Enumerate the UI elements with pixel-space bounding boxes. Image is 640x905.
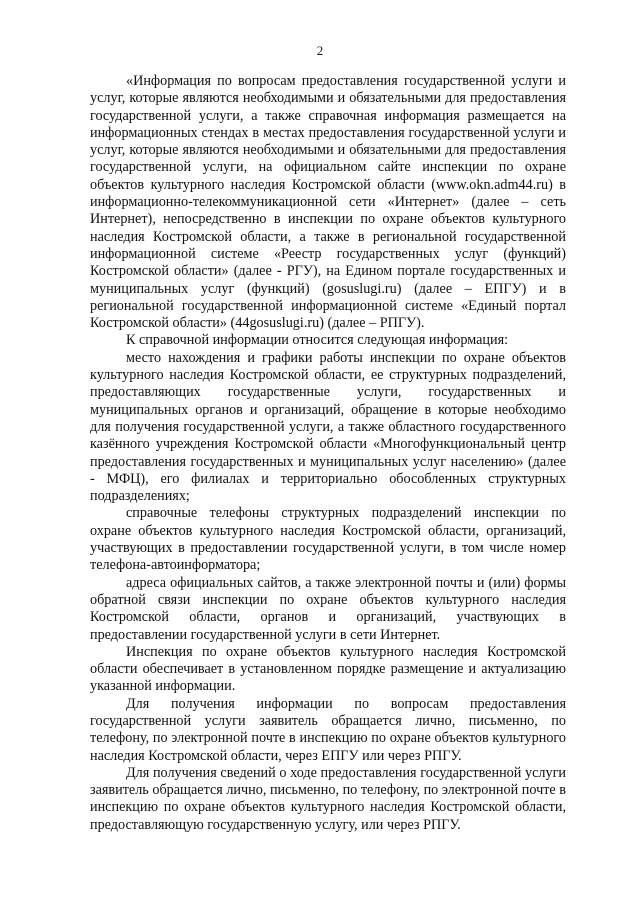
paragraph-websites-emails: адреса официальных сайтов, а также электронной почты и (или) формы обратной связи инспекции по охране объектов культурного наследия Костромской области, органов и организаций, участвующих в предоставлении государственной услуги в сети Интернет. [90,574,566,643]
paragraph-inspection-ensures: Инспекция по охране объектов культурного наследия Костромской области обеспечивает в установленном порядке размещение и актуализацию указанной информации. [90,643,566,695]
paragraph-service-progress: Для получения сведений о ходе предоставления государственной услуги заявитель обращается лично, письменно, по телефону, по электронной почте в инспекцию по охране объектов культурного наследия Костромской области, предоставляющую государственную услугу, или через РПГУ. [90,764,566,833]
paragraph-phone-numbers: справочные телефоны структурных подразделений инспекции по охране объектов культурного наследия Костромской области, организаций, участвующих в предоставлении государственной услуги, в том числе номер телефона-автоинформатора; [90,505,566,574]
paragraph-how-to-get-info: Для получения информации по вопросам предоставления государственной услуги заявитель обращается лично, письменно, по телефону, по электронной почте в инспекцию по охране объектов культурного наследия Костромской области, через ЕПГУ или через РПГУ. [90,695,566,764]
paragraph-info-placement: «Информация по вопросам предоставления государственной услуги и услуг, которые являются необходимыми и обязательными для предоставления государственной услуги, а также справочная информация размещается на информационных стендах в местах предоставления государственной услуги и услуг, которые являются необходимыми и обязательными для предоставления государственной услуги, на официальном сайте инспекции по охране объектов культурного наследия Костромской области (www.okn.adm44.ru) в информационно-телекоммуникационной сети «Интернет» (далее – сеть Интернет), непосредственно в инспекции по охране объектов культурного наследия Костромской области, а также в региональной государственной информационной системе «Реестр государственных услуг (функций) Костромской области» (далее - РГУ), на Едином портале государственных и муниципальных услуг (функций) (gosuslugi.ru) (далее – ЕПГУ) и в региональной государственной информационной системе «Единый портал Костромской области» (44gosuslugi.ru) (далее – РПГУ). [90,73,566,332]
paragraph-reference-info-intro: К справочной информации относится следующая информация: [126,332,509,349]
document-body [90,73,566,834]
paragraph-locations-schedules: место нахождения и графики работы инспекции по охране объектов культурного наследия Костромской области, ее структурных подразделений, предоставляющих государственные услуги, государственных и муниципальных органов и организаций, обращение в которые необходимо для получения государственной услуги, а также областного государственного казённого учреждения Костромской области «Многофункциональный центр предоставления государственных и муниципальных услуг населению» (далее - МФЦ), его филиалах и территориально обособленных структурных подразделениях; [90,349,566,505]
page-number: 2 [316,43,324,58]
